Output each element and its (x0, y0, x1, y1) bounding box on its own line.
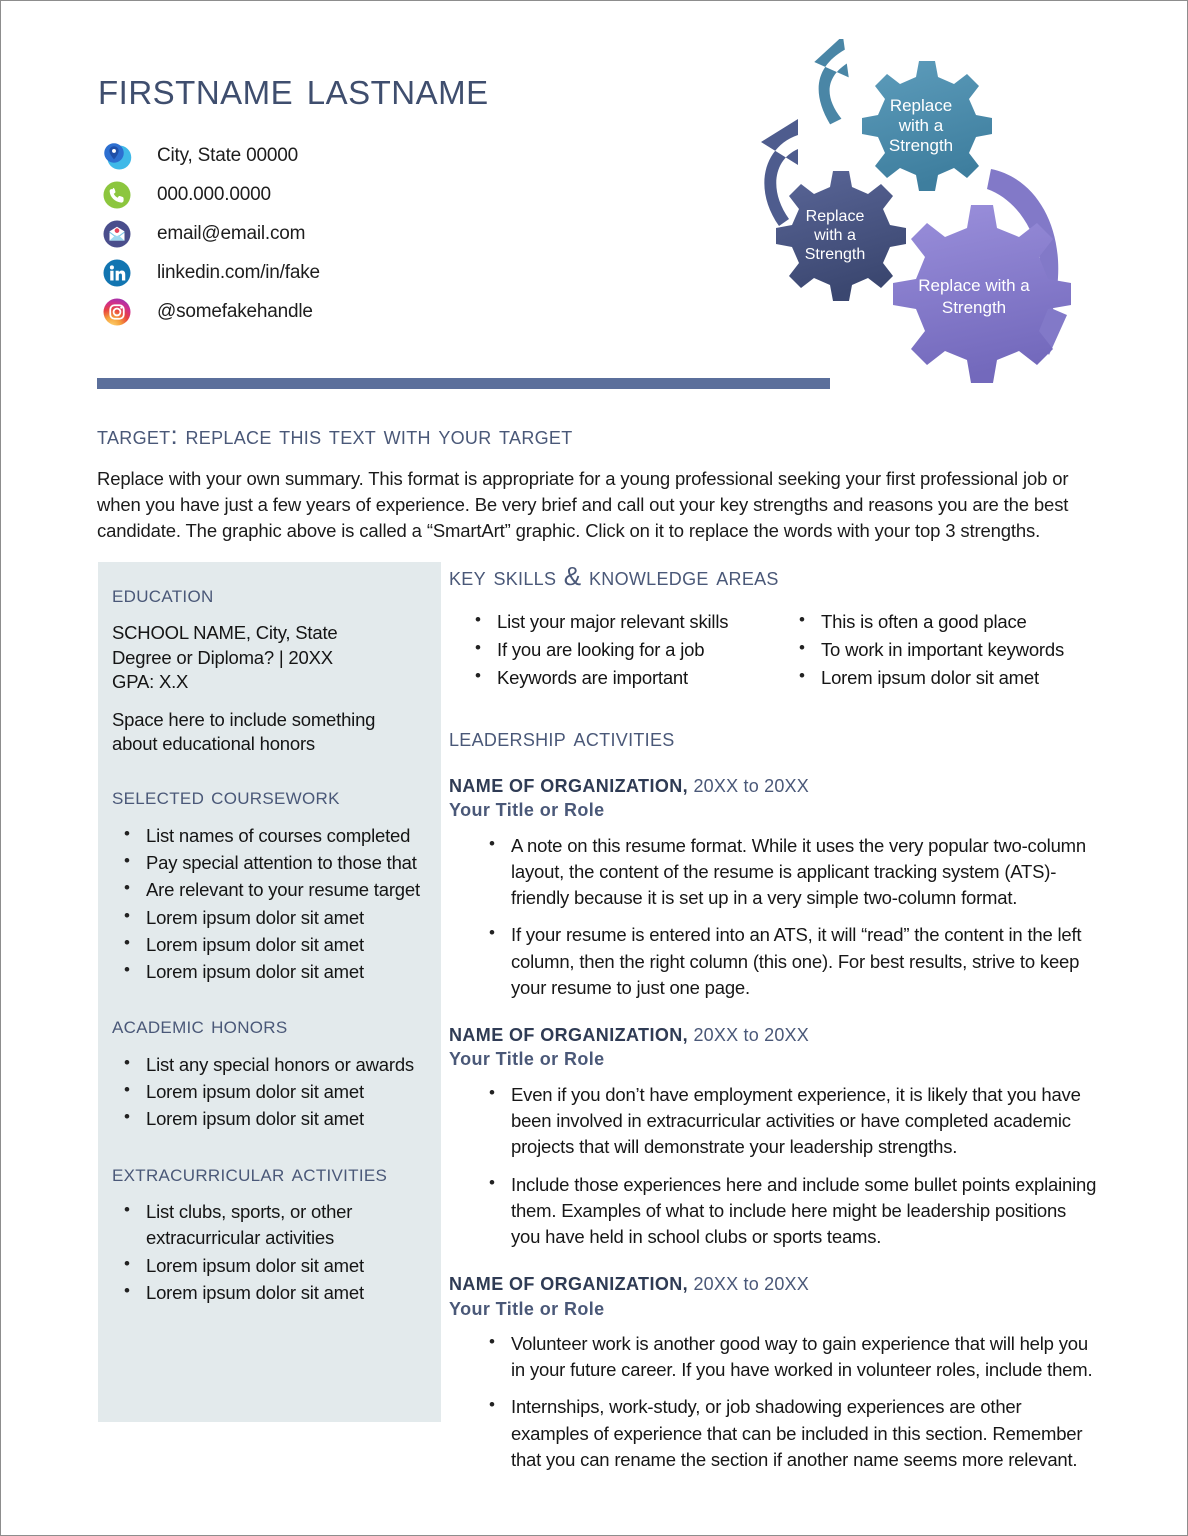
leadership-bullets-2 (449, 1082, 1097, 1251)
list-item: • Lorem ipsum dolor sit amet (146, 1106, 423, 1132)
contact-phone-text: 000.000.0000 (157, 183, 271, 205)
phone-icon (102, 180, 132, 210)
leadership-entry-2 (449, 1023, 1097, 1250)
leadership-entry-1 (449, 774, 1097, 1001)
target-summary-text: Replace with your own summary. This format is appropriate for a young professional seeking your first professional job or when you have just a few years of experience. Be very brief and call out your key strengths and reasons you are the best candidate. The graphic above is called a “SmartArt” graphic. Click on it to replace the words with your top 3 strengths. (97, 467, 1069, 542)
extracurricular-list (112, 1199, 423, 1306)
leadership-entry-3 (449, 1272, 1097, 1473)
gear-2-line-1: Replace (805, 208, 865, 225)
contact-instagram-text: @somefakehandle (157, 300, 313, 322)
list-item: • List your major relevant skills (497, 609, 773, 635)
gear-3-line-2: Strength (941, 298, 1007, 317)
list-item: • Lorem ipsum dolor sit amet (146, 959, 423, 985)
job-role-2: Your Title or Role (449, 1049, 605, 1070)
education-gpa: GPA: X.X (112, 671, 189, 693)
gear-2-line-2: with a (814, 227, 856, 244)
leadership-heading: leadership activities (449, 722, 675, 753)
contact-email-text: email@email.com (157, 222, 306, 244)
key-skills-right-column (773, 595, 1097, 694)
leadership-bullets-3 (449, 1331, 1097, 1473)
coursework-heading: selected coursework (112, 783, 340, 811)
arrow-top-icon (811, 39, 855, 125)
target-heading: target: replace this text with your target (97, 420, 573, 450)
education-degree: Degree or Diploma? | 20XX (112, 646, 333, 668)
education-school: SCHOOL NAME, City, State (112, 622, 338, 644)
gear-strength-3[interactable] (893, 205, 1071, 383)
list-item: • List clubs, sports, or other extracurricular activities (146, 1199, 423, 1252)
leadership-bullets-1 (449, 833, 1097, 1002)
sidebar-column (98, 562, 441, 1422)
education-heading: education (112, 581, 214, 608)
location-pin-icon (102, 141, 132, 171)
organization-dates: 20XX to 20XX (693, 1025, 809, 1046)
job-role-3: Your Title or Role (449, 1298, 605, 1319)
extracurricular-section (112, 1161, 423, 1306)
academic-honors-heading: academic honors (112, 1012, 288, 1040)
spacer (112, 1137, 423, 1161)
spacer (112, 760, 423, 784)
email-icon (102, 219, 132, 249)
key-skills-left-column (449, 595, 773, 694)
education-honors-note: Space here to include something about educational honors (112, 708, 376, 755)
gear-1-line-1: Replace (889, 96, 953, 115)
list-item: • Lorem ipsum dolor sit amet (146, 932, 423, 958)
list-item: • If your resume is entered into an ATS, it will “read” the content in the left column, then the right column (this one). For best results, strive to keep your resume to just one page. (511, 922, 1097, 1001)
list-item: • Include those experiences here and include some bullet points explaining them. Examples of what to include here might be leadership positions you have held in school clubs or sports teams. (511, 1172, 1097, 1251)
coursework-section (112, 784, 423, 985)
gear-1-line-3: Strength (888, 136, 954, 155)
list-item: • Internships, work-study, or job shadowing experiences are other examples of experience that can be included in this section. Remember that you can rename the section if another name seems more relevant. (511, 1394, 1097, 1473)
academic-honors-section (112, 1013, 423, 1132)
organization-name-2 (449, 1023, 1097, 1047)
gear-3-line-1: Replace with a (918, 276, 1030, 295)
contact-item-phone (98, 175, 738, 214)
extracurricular-heading: extracurricular activities (112, 1159, 388, 1187)
linkedin-icon (102, 258, 132, 288)
smartart-gears-graphic[interactable] (723, 39, 1123, 409)
list-item: • Keywords are important (497, 665, 773, 691)
academic-honors-list (112, 1052, 423, 1133)
contact-list (98, 136, 738, 331)
organization-name-3 (449, 1272, 1097, 1296)
resume-header (98, 63, 738, 331)
job-role-1: Your Title or Role (449, 800, 605, 821)
spacer (112, 989, 423, 1013)
page-title: firstname lastname (98, 61, 489, 114)
list-item: • If you are looking for a job (497, 637, 773, 663)
organization-name-1 (449, 774, 1097, 798)
contact-location-text: City, State 00000 (157, 144, 298, 166)
key-skills-heading: key skills & knowledge areas (449, 561, 779, 591)
gear-strength-1[interactable] (862, 61, 992, 191)
contact-item-email (98, 214, 738, 253)
list-item: • Lorem ipsum dolor sit amet (821, 665, 1097, 691)
organization-label: NAME OF ORGANIZATION, (449, 1025, 689, 1046)
contact-item-instagram (98, 292, 738, 331)
list-item: • Are relevant to your resume target (146, 877, 423, 903)
organization-label: NAME OF ORGANIZATION, (449, 775, 689, 796)
education-section (112, 582, 423, 756)
list-item: • List names of courses completed (146, 823, 423, 849)
list-item: • To work in important keywords (821, 637, 1097, 663)
education-details (112, 621, 423, 694)
contact-item-linkedin (98, 253, 738, 292)
gear-1-line-2: with a (898, 116, 944, 135)
list-item: • Lorem ipsum dolor sit amet (146, 1253, 423, 1279)
gear-2-line-3: Strength (804, 246, 866, 263)
arrow-left-icon (761, 119, 798, 226)
coursework-list (112, 823, 423, 986)
main-column (449, 562, 1097, 1484)
header-divider-bar (97, 378, 830, 389)
organization-dates: 20XX to 20XX (693, 775, 809, 796)
contact-item-location (98, 136, 738, 175)
list-item: • Lorem ipsum dolor sit amet (146, 905, 423, 931)
list-item: • This is often a good place (821, 609, 1097, 635)
contact-linkedin-text: linkedin.com/in/fake (157, 261, 320, 283)
list-item: • A note on this resume format. While it uses the very popular two-column layout, the content of the resume is applicant tracking system (ATS)-friendly because it is set up in a very simple two-column format. (511, 833, 1097, 912)
list-item: • Volunteer work is another good way to gain experience that will help you in your future career. If you have worked in volunteer roles, include them. (511, 1331, 1097, 1384)
target-section (97, 421, 1097, 544)
list-item: • Lorem ipsum dolor sit amet (146, 1280, 423, 1306)
leadership-section (449, 723, 1097, 1473)
key-skills-section (449, 562, 1097, 693)
key-skills-columns (449, 595, 1097, 694)
key-skills-right-list (773, 609, 1097, 692)
list-item: • Even if you don’t have employment experience, it is likely that you have been involved in extracurricular activities or have completed academic projects that will demonstrate your leadership strengths. (511, 1082, 1097, 1161)
instagram-icon (102, 297, 132, 327)
organization-dates: 20XX to 20XX (693, 1274, 809, 1295)
list-item: • Lorem ipsum dolor sit amet (146, 1079, 423, 1105)
list-item: • Pay special attention to those that (146, 850, 423, 876)
list-item: • List any special honors or awards (146, 1052, 423, 1078)
gear-strength-2[interactable] (776, 171, 906, 301)
organization-label: NAME OF ORGANIZATION, (449, 1274, 689, 1295)
key-skills-left-list (449, 609, 773, 692)
